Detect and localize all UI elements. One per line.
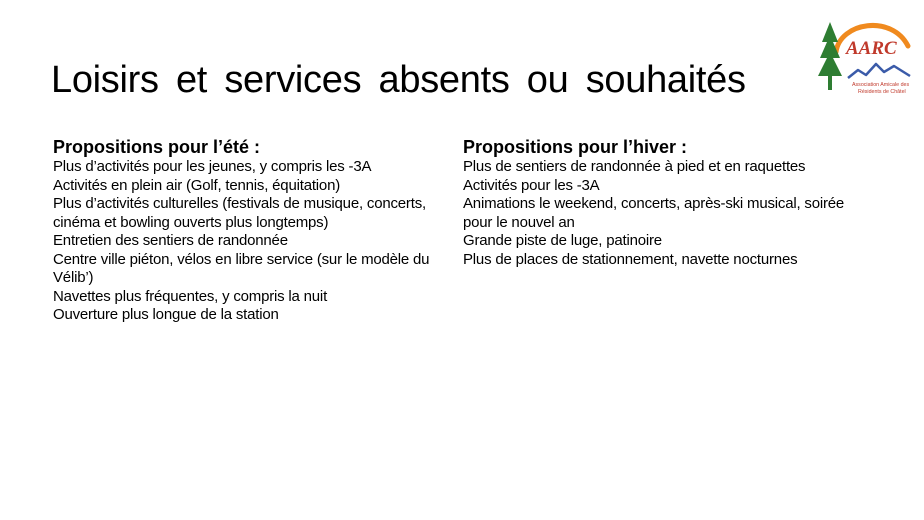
summer-list [53, 158, 443, 325]
winter-item: Plus de places de stationnement, navette nocturnes [463, 250, 798, 268]
slide-title: Loisirs et services absents ou souhaités [51, 59, 746, 101]
winter-item: Activités pour les -3A [463, 176, 600, 194]
aarc-logo-graphic [818, 12, 914, 116]
winter-list [463, 158, 863, 269]
logo-subtitle-line1: Association Amicale des [852, 82, 910, 88]
winter-item: Plus de sentiers de randonnée à pied et en raquettes [463, 158, 806, 175]
winter-heading: Propositions pour l’hiver : [463, 137, 688, 157]
summer-item: Plus d’activités pour les jeunes, y compris les -3A [53, 158, 372, 175]
logo-mountain [848, 64, 910, 78]
logo-name: AARC [846, 38, 897, 59]
summer-column [53, 136, 443, 325]
summer-item: Activités en plein air (Golf, tennis, équitation) [53, 176, 341, 194]
aarc-logo [818, 12, 914, 116]
winter-item: Animations le weekend, concerts, après-ski musical, soirée pour le nouvel an [463, 195, 845, 231]
pine-tree-icon [818, 22, 842, 90]
winter-column [463, 136, 863, 269]
winter-item: Grande piste de luge, patinoire [463, 232, 662, 249]
summer-item: Plus d’activités culturelles (festivals de musique, concerts, cinéma et bowling ouverts plus longtemps) [53, 195, 426, 231]
summer-item: Centre ville piéton, vélos en libre service (sur le modèle du Vélib’) [53, 250, 430, 286]
summer-item: Navettes plus fréquentes, y compris la nuit [53, 287, 328, 305]
summer-item: Ouverture plus longue de la station [53, 306, 279, 323]
logo-subtitle-line2: Résidents de Châtel [858, 89, 906, 95]
summer-heading: Propositions pour l’été : [53, 137, 261, 157]
summer-item: Entretien des sentiers de randonnée [53, 232, 288, 249]
